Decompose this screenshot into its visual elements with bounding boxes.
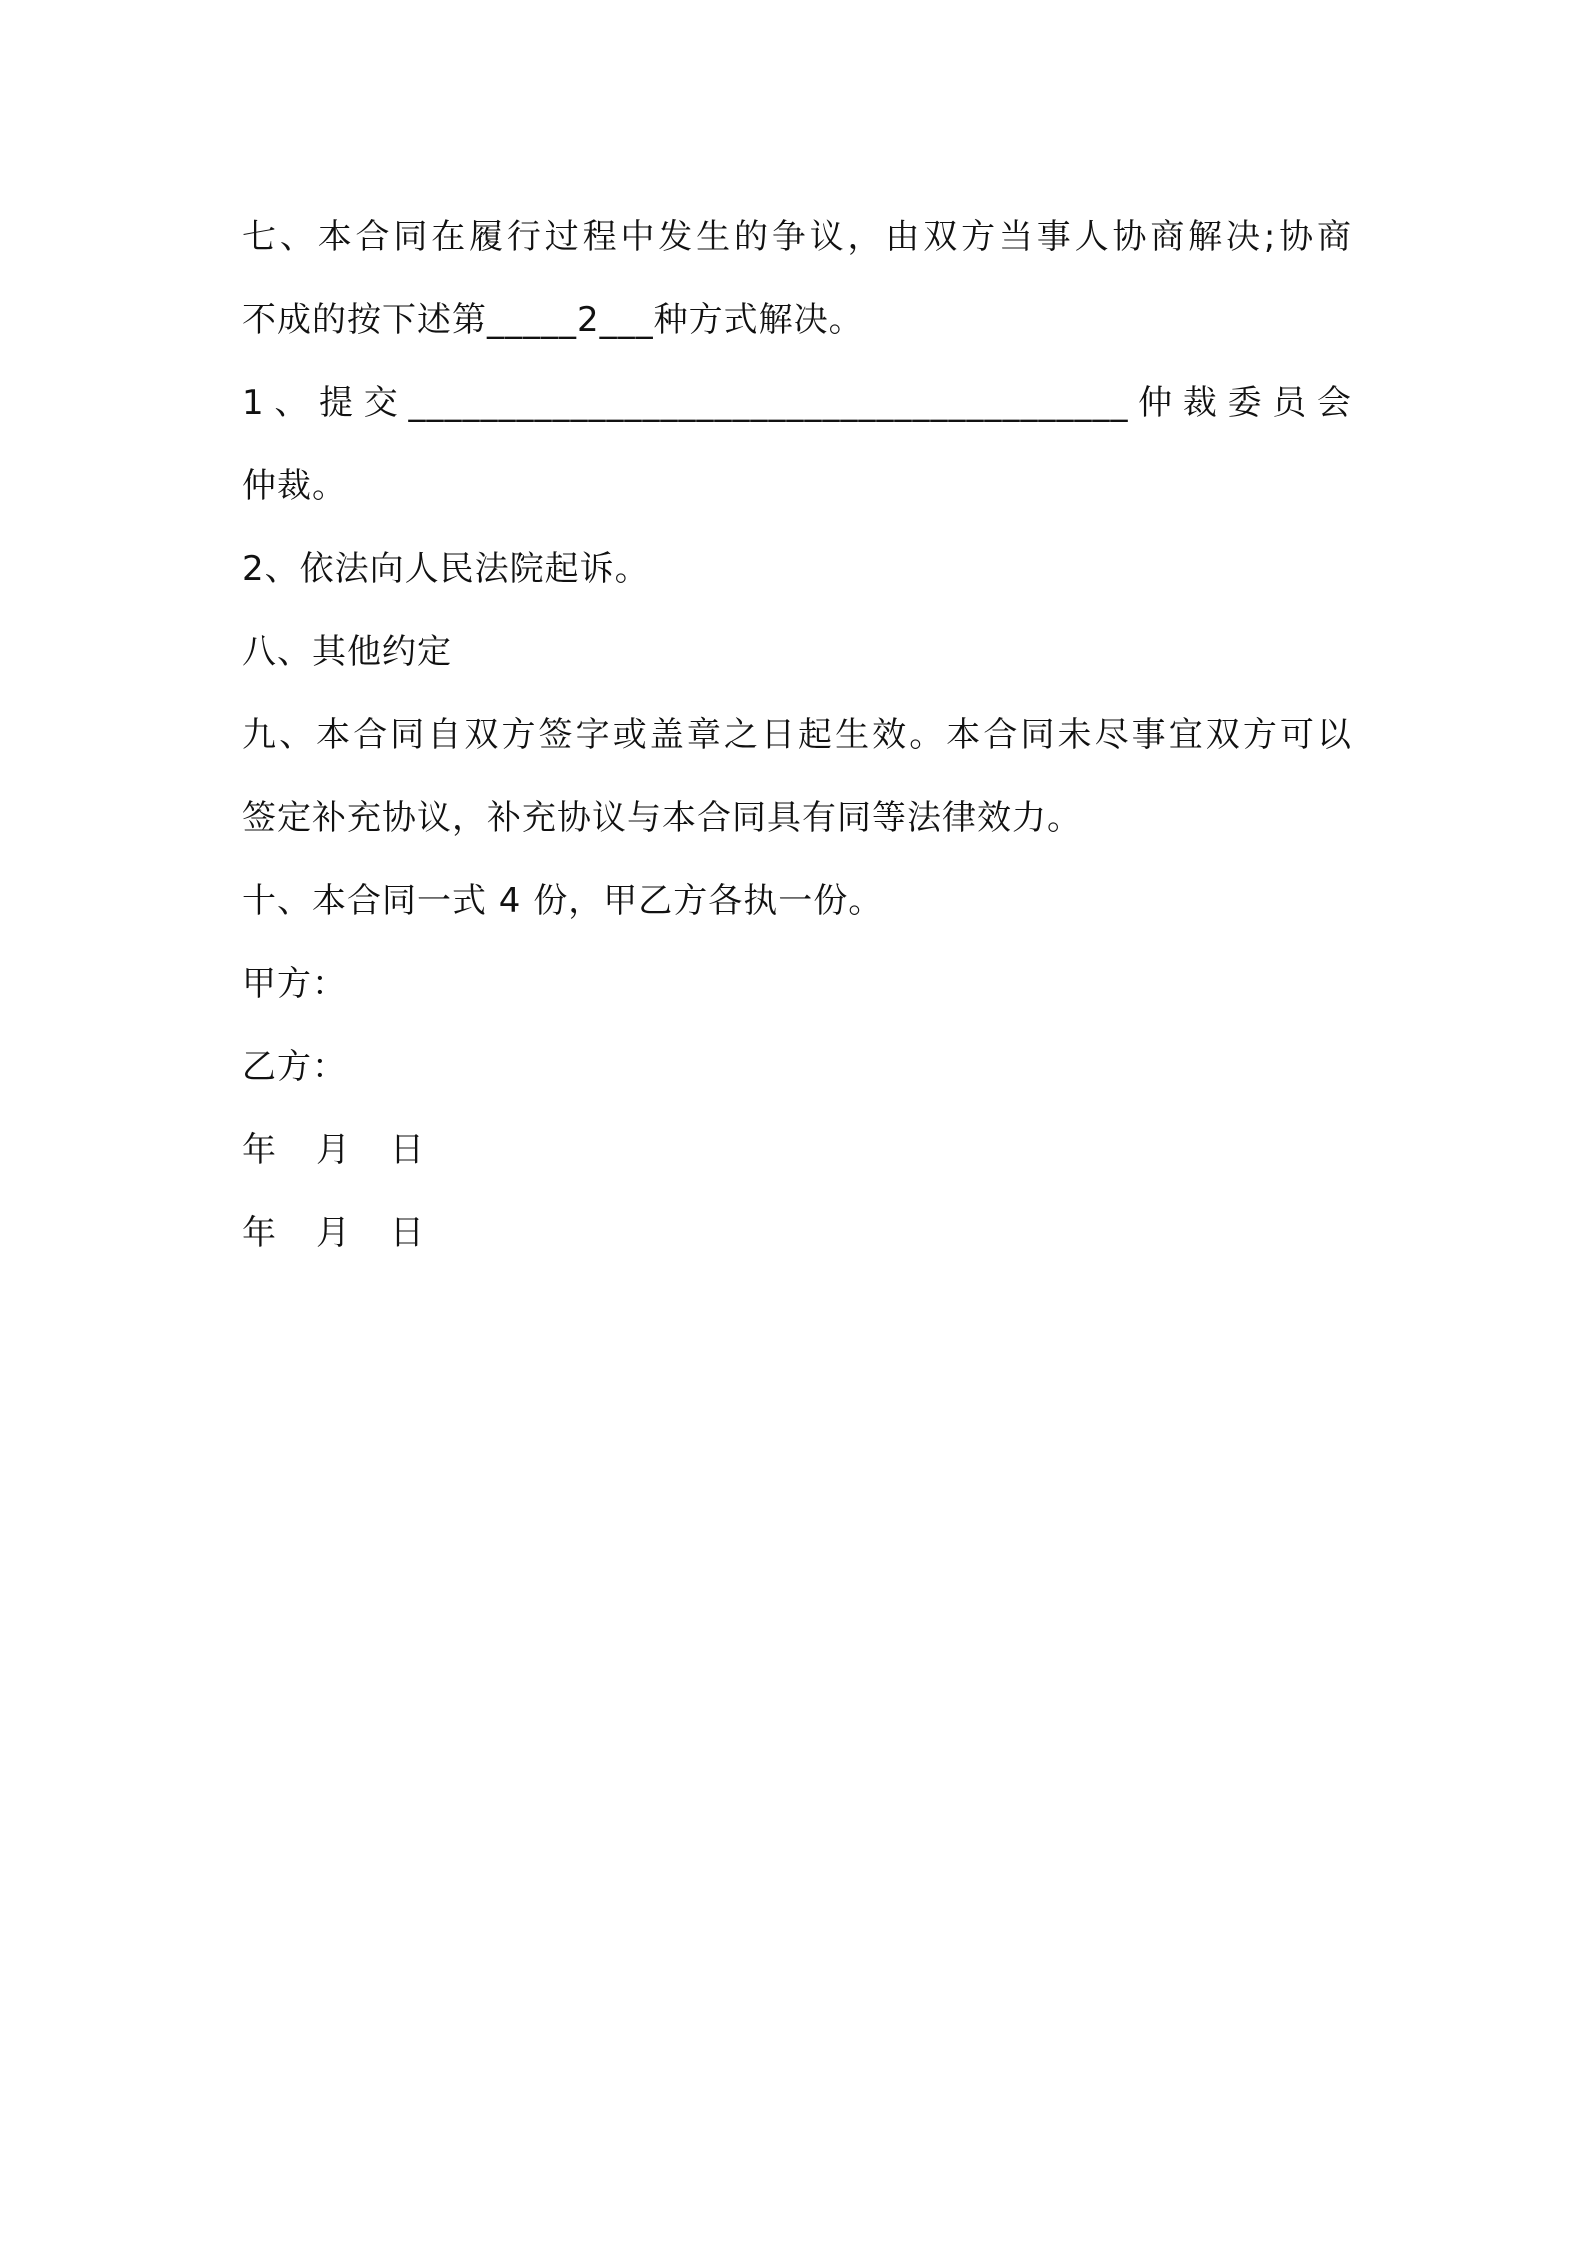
document-body [242,196,1352,1275]
option-1-line-1: 1、提交________________________________________仲裁委员会 [242,383,1352,423]
date-line-party-b [242,1192,1352,1275]
clause-8: 八、其他约定 [242,632,452,672]
day-label: 日 [390,1130,424,1170]
day-label: 日 [390,1213,424,1253]
clause-7-line-2: 不成的按下述第_____2___种方式解决。 [242,300,864,340]
clause-9-line-1: 九、本合同自双方签字或盖章之日起生效。本合同未尽事宜双方可以 [242,715,1352,755]
month-label: 月 [316,1130,350,1170]
clause-7-line-1: 七、本合同在履行过程中发生的争议，由双方当事人协商解决;协商 [242,217,1352,257]
year-label: 年 [242,1130,276,1170]
month-label: 月 [316,1213,350,1253]
party-a-label: 甲方： [242,964,347,1004]
party-b-label: 乙方： [242,1047,347,1087]
year-label: 年 [242,1213,276,1253]
date-line-party-a [242,1109,1352,1192]
clause-10: 十、本合同一式 4 份，甲乙方各执一份。 [242,881,884,921]
option-1-line-2: 仲裁。 [242,466,347,506]
clause-9-line-2: 签定补充协议，补充协议与本合同具有同等法律效力。 [242,798,1082,838]
option-2: 2、依法向人民法院起诉。 [242,549,650,589]
